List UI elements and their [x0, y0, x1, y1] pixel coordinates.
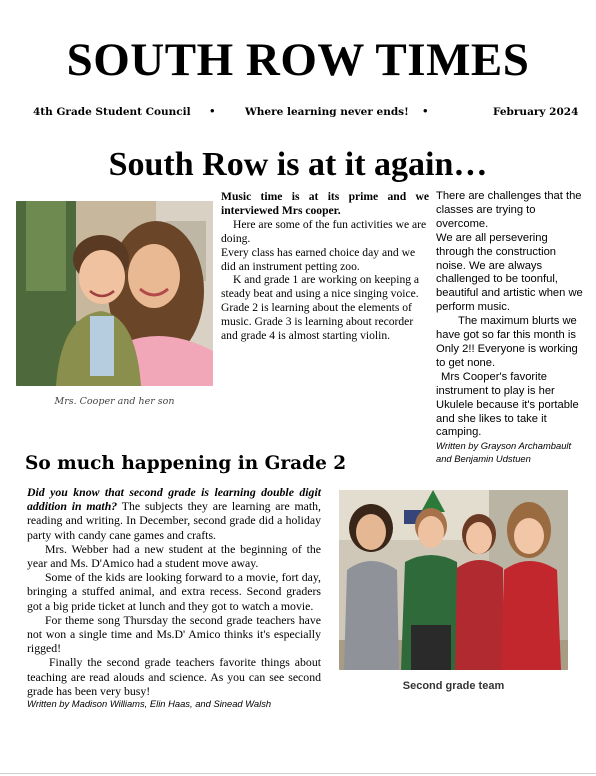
page-headline: South Row is at it again…	[108, 146, 488, 183]
cooper-photo-caption: Mrs. Cooper and her son	[54, 396, 175, 407]
grade2-byline: Written by Madison Williams, Elin Haas, and Sinead Walsh	[27, 698, 272, 710]
cooper-photo-image	[16, 201, 213, 386]
grade2-paragraph: The subjects they are learning are math, reading and writing. In December, second grade did a holiday party with candy cane games and crafts.	[27, 499, 322, 542]
music-paragraph: Every class has earned choice day and we did an instrument petting zoo.	[221, 245, 416, 273]
bottom-divider	[0, 773, 596, 774]
challenges-paragraph: Mrs Cooper's favorite instrument to play is her Ukulele because it's portable and she likes to take it camping.	[436, 370, 579, 439]
masthead-tagline: Where learning never ends!	[245, 106, 409, 118]
masthead-separator: •	[210, 103, 215, 118]
grade2-team-caption: Second grade team	[402, 680, 505, 692]
music-paragraph: K and grade 1 are working on keeping a steady beat and using a nice singing voice. Grade 2 is learning about the elements of music. Grade 3 is learning about recorder and grade 4 is almost starting violin.	[221, 273, 420, 343]
grade2-team-photo-image	[339, 490, 568, 670]
challenges-byline: Written by Grayson Archambault and Benjamin Udstuen	[436, 440, 572, 464]
grade2-paragraph: For theme song Thursday the second grade teachers have not won a single time and Ms.D' Amico thinks it's especially rigged!	[27, 612, 321, 656]
challenges-paragraph: We are all persevering through the construction noise. We are always challenged to be toonful, beautiful and artistic when we perform music.	[436, 231, 583, 314]
masthead-council: 4th Grade Student Council	[33, 106, 191, 118]
grade2-heading: So much happening in Grade 2	[25, 453, 347, 474]
grade2-lead: Did you know that second grade is learning double digit addition in math?	[27, 485, 321, 514]
music-paragraph: Here are some of the fun activities we are doing.	[221, 217, 427, 245]
music-article	[221, 190, 429, 343]
grade2-article	[27, 485, 321, 711]
challenges-paragraph: The maximum blurts we have got so far this month is Only 2!! Everyone is working to get none.	[436, 315, 578, 369]
challenges-paragraph: There are challenges that the classes are trying to overcome.	[436, 190, 582, 230]
cooper-photo	[16, 201, 213, 386]
grade2-paragraph: Some of the kids are looking forward to a movie, fort day, bringing a stuffed animal, and extra recess. Second graders got a big pride ticket at lunch and they got to watch a movie.	[27, 570, 321, 613]
grade2-paragraph: Finally the second grade teachers favorite things about teaching are read alouds and science. As you can see second grade has been very busy!	[27, 655, 321, 698]
newspaper-title: SOUTH ROW TIMES	[66, 34, 530, 86]
challenges-article	[436, 190, 584, 465]
grade2-paragraph: Mrs. Webber had a new student at the beginning of the year and Ms. D'Amico had a student move away.	[27, 541, 321, 571]
masthead-date: February 2024	[493, 106, 579, 118]
music-lead: Music time is at its prime and we interviewed Mrs cooper.	[221, 190, 429, 217]
masthead-separator: •	[423, 103, 428, 118]
grade2-team-photo	[339, 490, 568, 670]
